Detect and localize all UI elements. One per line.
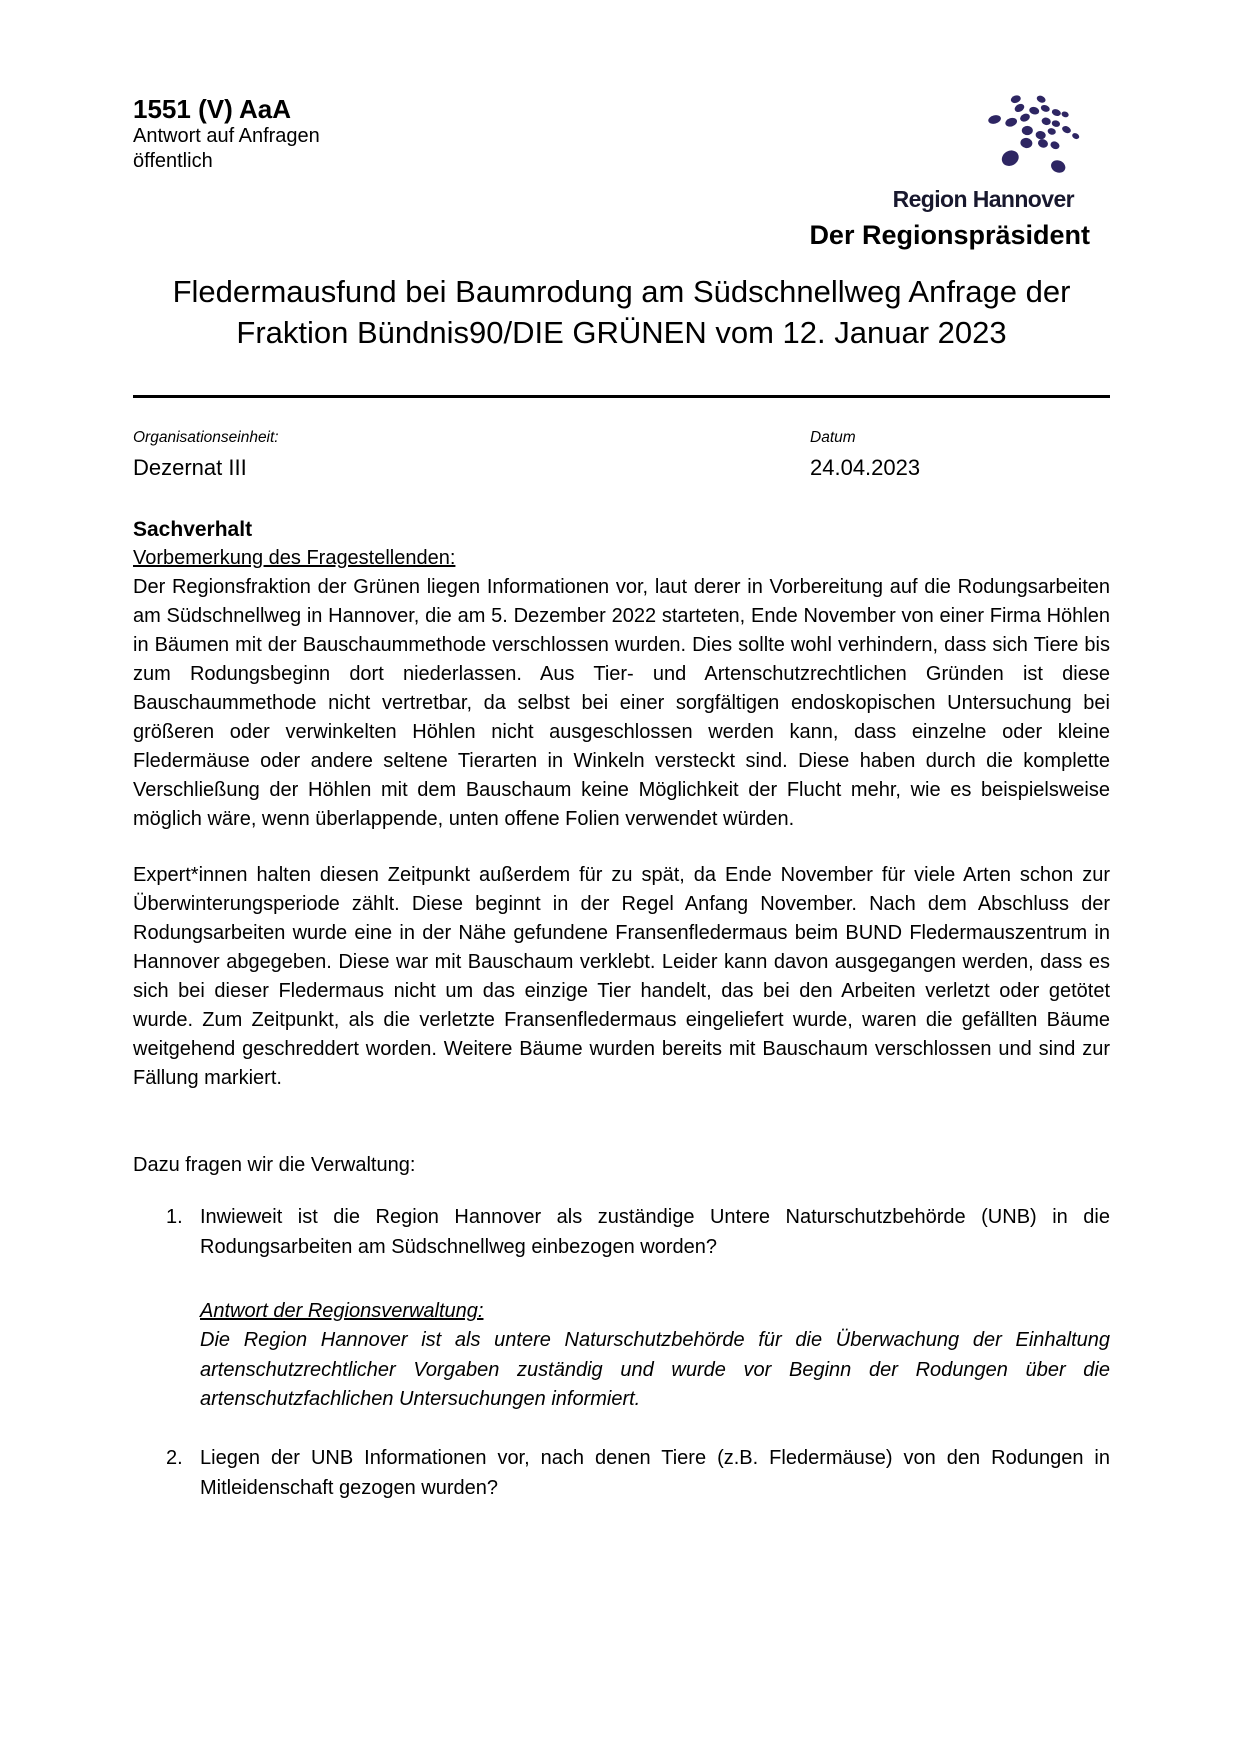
preface-heading: Vorbemerkung des Fragestellenden: <box>133 547 456 569</box>
org-unit-block <box>133 428 810 481</box>
section-heading-sachverhalt: Sachverhalt <box>133 518 253 541</box>
doc-visibility: öffentlich <box>133 150 213 172</box>
question-item-1 <box>133 1202 1110 1262</box>
date-block <box>810 428 1110 481</box>
answer-1-heading: Antwort der Regionsverwaltung: <box>200 1300 484 1322</box>
org-unit-value: Dezernat III <box>133 455 247 480</box>
paragraph-2: Expert*innen halten diesen Zeitpunkt außerdem für zu spät, da Ende November für viele Arten schon zur Überwinterungsperiode zählt. Diese beginnt in der Regel Anfang November. Nach dem Abschluss der Rodungsarbeiten wurde eine in der Nähe gefundene Fransenfledermaus beim BUND Fledermauszentrum in Hannover abgegeben. Diese war mit Bauschaum verklebt. Leider kann davon ausgegangen werden, dass es sich bei dieser Fledermaus nicht um das einzige Tier handelt, das bei den Arbeiten verletzt oder getötet wurde. Zum Zeitpunkt, als die verletzte Fransenfledermaus eingeliefert wurde, waren die gefällten Bäume weitgehend geschreddert worden. Weitere Bäume wurden bereits mit Bauschaum verschlossen und sind zur Fällung markiert. <box>133 864 1110 1089</box>
document-header <box>133 78 1110 251</box>
brand-block <box>809 78 1090 251</box>
meta-row <box>133 428 1110 481</box>
doc-type: Antwort auf Anfragen <box>133 125 320 147</box>
question-1-number: 1. <box>166 1206 183 1228</box>
doc-id-block <box>133 94 320 174</box>
question-2-text: Liegen der UNB Informationen vor, nach denen Tiere (z.B. Fledermäuse) von den Rodungen in Mitleidenschaft gezogen wurden? <box>200 1446 1110 1499</box>
title-divider <box>133 395 1110 398</box>
question-2-number: 2. <box>166 1446 183 1469</box>
questions-intro: Dazu fragen wir die Verwaltung: <box>133 1154 416 1176</box>
org-unit-label: Organisationseinheit: <box>133 429 279 446</box>
paragraph-1: Der Regionsfraktion der Grünen liegen Informationen vor, laut derer in Vorbereitung auf die Rodungsarbeiten am Südschnellweg in Hannover, die am 5. Dezember 2022 starteten, Ende November von einer Firma Höhlen in Bäumen mit der Bauschaummethode verschlossen wurden. Dies sollte wohl verhindern, dass sich Tiere bis zum Rodungsbeginn dort niederlassen. Aus Tier- und Artenschutzrechtlichen Gründen ist diese Bauschaummethode nicht vertretbar, da selbst bei einer sorgfältigen endoskopischen Untersuchung bei größeren oder verwinkelten Höhlen nicht ausgeschlossen werden kann, dass einzelne oder kleine Fledermäuse oder andere seltene Tierarten in Winkeln versteckt sind. Diese haben durch die komplette Verschließung der Höhlen mit dem Bauschaum keine Möglichkeit der Flucht mehr, wie es beispielsweise möglich wäre, wenn überlappende, unten offene Folien verwendet würden. <box>133 576 1110 830</box>
date-label: Datum <box>810 429 856 446</box>
region-hannover-logo-icon <box>978 78 1084 184</box>
question-item-2 <box>133 1443 1110 1503</box>
page-title: Fledermausfund bei Baumrodung am Südschnellweg Anfrage der Fraktion Bündnis90/DIE GRÜNEN vom 12. Januar 2023 <box>172 274 1071 350</box>
answer-block-1 <box>200 1296 1110 1415</box>
brand-role: Der Regionspräsident <box>809 220 1090 250</box>
doc-number: 1551 (V) AaA <box>133 94 291 124</box>
brand-wordmark: Region Hannover <box>892 186 1074 212</box>
date-value: 24.04.2023 <box>810 455 921 480</box>
question-1-text: Inwieweit ist die Region Hannover als zuständige Untere Naturschutzbehörde (UNB) in die Rodungsarbeiten am Südschnellweg einbezogen worden? <box>200 1206 1110 1258</box>
answer-1-text: Die Region Hannover ist als untere Naturschutzbehörde für die Überwachung der Einhaltung artenschutzrechtlicher Vorgaben zuständig und wurde vor Beginn der Rodungen über die artenschutzfachlichen Untersuchungen informiert. <box>200 1329 1110 1410</box>
